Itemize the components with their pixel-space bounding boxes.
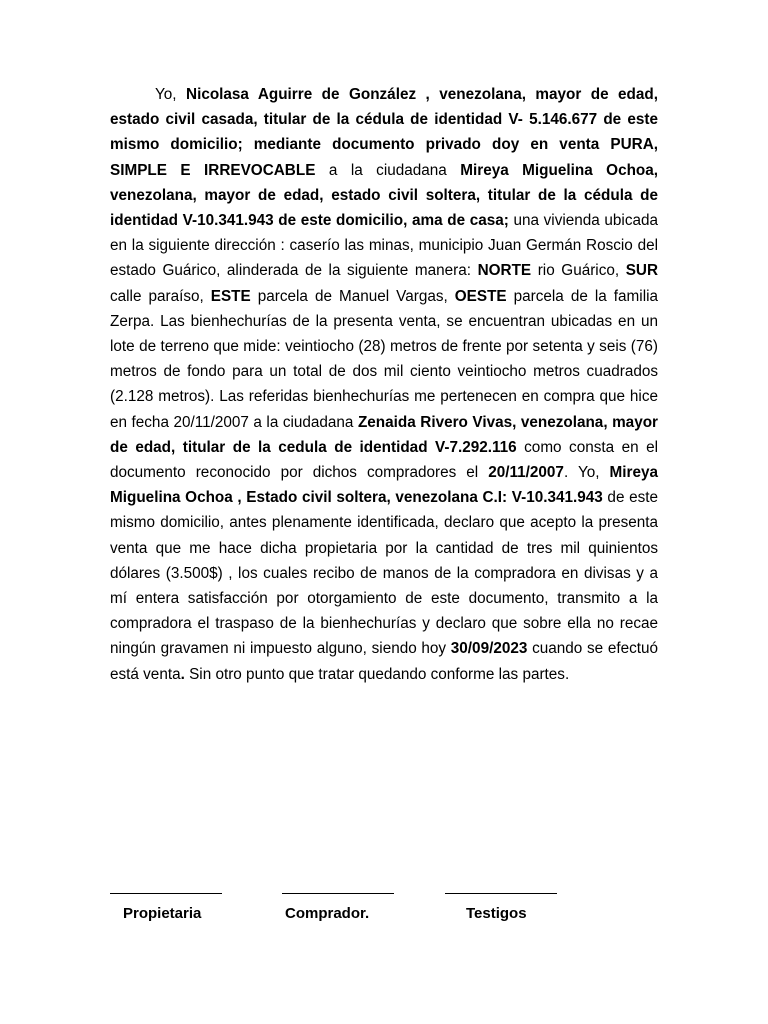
text-segment: parcela de la familia Zerpa. Las bienhechurías de la presenta venta, se encuentran ubicadas en un lote de terreno que mide: veintiocho (28) metros de frente por setenta y seis (76) metros de fondo para un total de dos mil ciento veintiocho metros cuadrados (2.128 metros). Las referidas bienhechurías me pertenecen en compra que hice en fecha 20/11/2007 a la ciudadana (110, 287, 658, 431)
text-segment: de este mismo domicilio, antes plenamente identificada, declaro que acepto la presenta venta que me hace dicha propietaria por la cantidad de tres mil quinientos dólares (3.500$) , los cuales recibo de manos de la compradora en divisas y a mí entera satisfacción por otorgamiento de este documento, transmito a la compradora el traspaso de la bienhechurías y declaro que sobre ella no recae ningún gravamen ni impuesto alguno, siendo hoy (110, 489, 658, 658)
witnesses-signature-line (445, 893, 557, 894)
buyer-signature-line (282, 893, 394, 894)
text-segment: . Yo, (563, 464, 610, 482)
bold-text-segment: Nicolasa Aguirre de González , venezolana, mayor de edad, estado civil casada, titular de la cédula de identidad V- 5.146.677 de este mismo domicilio; mediante documento privado doy en venta PURA, SIMPLE E IRREVOCABLE (110, 86, 659, 179)
text-segment: parcela de Manuel Vargas, (250, 287, 455, 305)
text-segment: Sin otro punto que tratar quedando conforme las partes. (184, 665, 570, 683)
buyer-signature-label: Comprador. (285, 905, 370, 922)
bold-text-segment: Mireya Miguelina Ochoa , Estado civil soltera, venezolana C.I: V-10.341.943 (110, 464, 658, 507)
text-segment: como consta en el documento reconocido por dichos compradores el (110, 438, 658, 482)
bold-text-segment: OESTE (454, 287, 507, 305)
bold-text-segment: ESTE (210, 287, 251, 305)
witnesses-signature-label: Testigos (466, 905, 527, 922)
bold-text-segment: . (180, 665, 185, 683)
text-segment: rio Guárico, (531, 262, 626, 280)
bold-text-segment: 20/11/2007 (488, 464, 564, 482)
owner-signature-line (110, 893, 222, 894)
text-segment: Yo, (155, 86, 187, 103)
bold-text-segment: SUR (625, 262, 659, 280)
text-segment: cuando se efectuó está venta (110, 640, 658, 683)
text-segment: calle paraíso, (110, 287, 211, 305)
bold-text-segment: 30/09/2023 (450, 640, 528, 658)
bold-text-segment: Mireya Miguelina Ochoa, venezolana, mayor de edad, estado civil soltera, titular de la cédula de identidad V-10.341.943 de este domicilio, ama de casa; (110, 161, 659, 230)
text-segment: una vivienda ubicada en la siguiente dirección : caserío las minas, municipio Juan Germán Roscio del estado Guárico, alinderada de la siguiente manera: (110, 212, 658, 280)
text-segment: a la ciudadana (315, 161, 461, 179)
bold-text-segment: NORTE (477, 262, 532, 280)
bold-text-segment: Zenaida Rivero Vivas, venezolana, mayor de edad, titular de la cedula de identidad V-7.292.116 (110, 413, 658, 456)
contract-text (110, 86, 658, 683)
contract-body-paragraph (110, 82, 658, 687)
owner-signature-label: Propietaria (123, 905, 202, 922)
